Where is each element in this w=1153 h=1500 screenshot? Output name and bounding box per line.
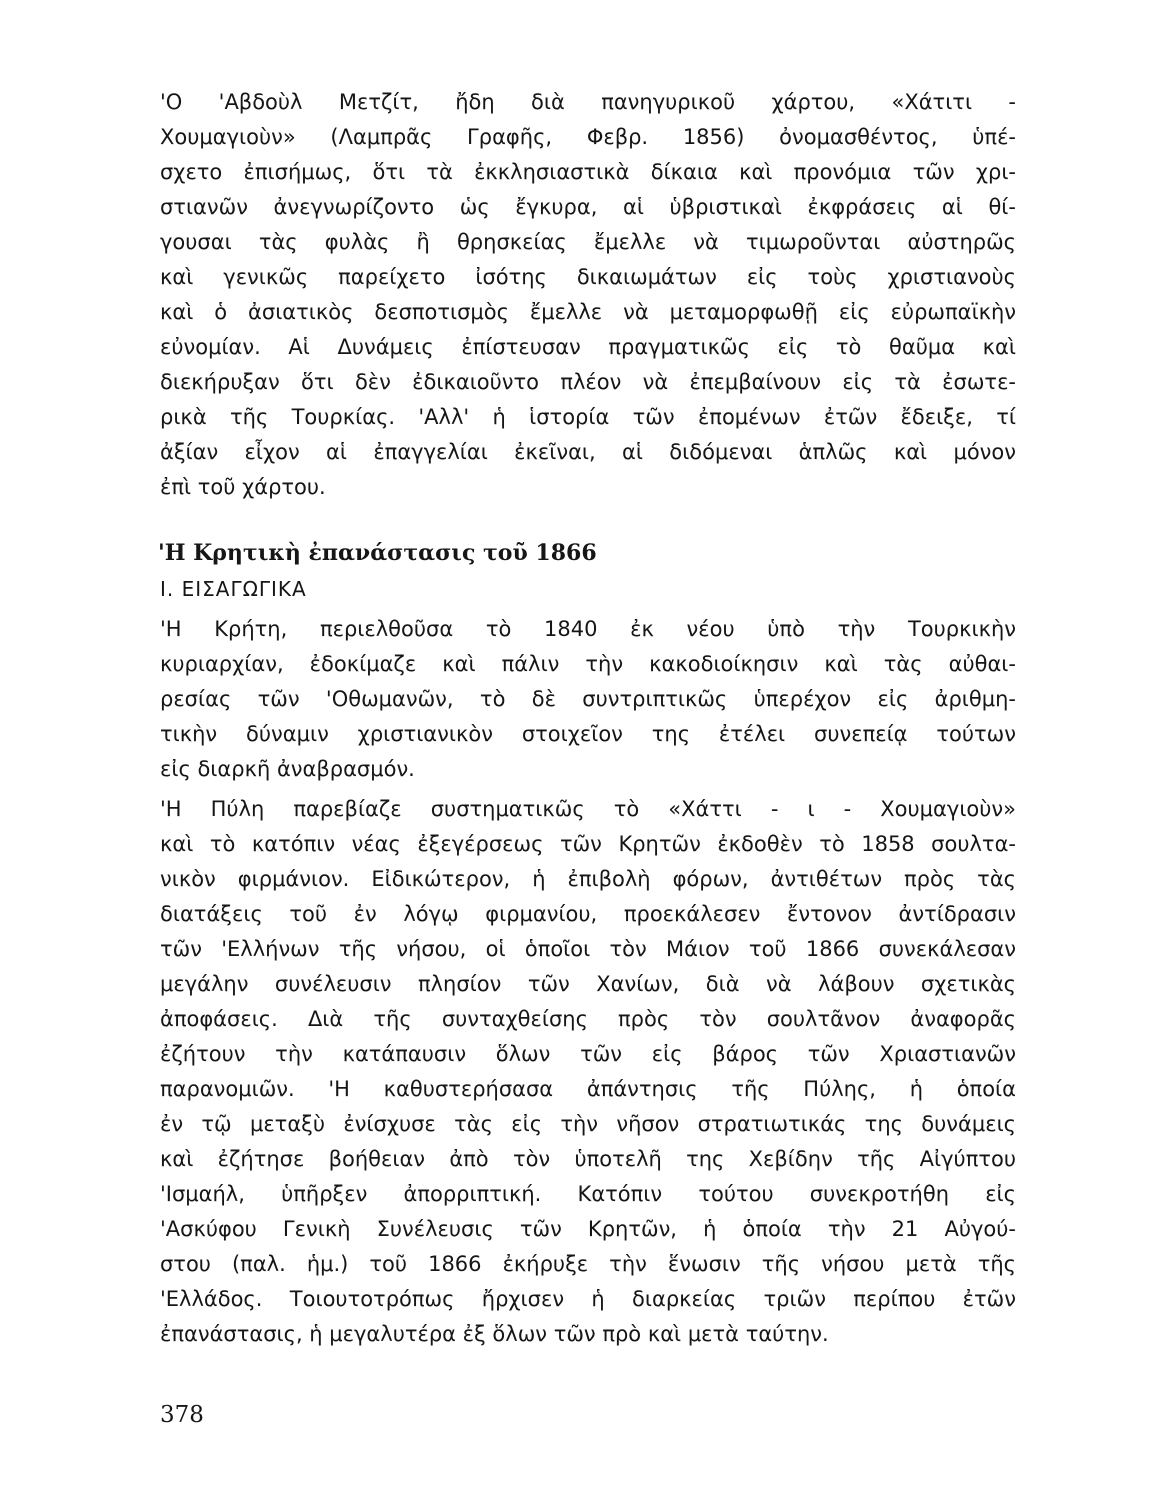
text-line: κυριαρχίαν, ἐδοκίμαζε καὶ πάλιν τὴν κακοδιοίκησιν καὶ τὰς αὐθαι- — [160, 652, 1016, 676]
text-line: καὶ ὁ ἀσιατικὸς δεσποτισμὸς ἔμελλε νὰ μεταμορφωθῇ εἰς εὐρωπαϊκὴν — [160, 300, 1016, 324]
paragraph-abdul-mecit — [160, 85, 1016, 505]
text-line: καὶ τὸ κατόπιν νέας ἐξεγέρσεως τῶν Κρητῶν ἐκδοθὲν τὸ 1858 σουλτα- — [160, 832, 1016, 856]
text-line: τῶν 'Ελλήνων τῆς νήσου, οἱ ὁποῖοι τὸν Μάιον τοῦ 1866 συνεκάλεσαν — [160, 937, 1016, 961]
text-line: ἐπὶ τοῦ χάρτου. — [160, 475, 326, 499]
text-line: ἐν τῷ μεταξὺ ἐνίσχυσε τὰς εἰς τὴν νῆσον στρατιωτικάς της δυνάμεις — [160, 1112, 1016, 1136]
text-line: Χουμαγιοὺν» (Λαμπρᾶς Γραφῆς, Φεβρ. 1856) ὀνομασθέντος, ὑπέ- — [160, 125, 1016, 149]
text-line: διατάξεις τοῦ ἐν λόγῳ φιρμανίου, προεκάλεσεν ἔντονον ἀντίδρασιν — [160, 902, 1016, 926]
text-line: παρανομιῶν. 'Η καθυστερήσασα ἀπάντησις τῆς Πύλης, ἡ ὁποία — [160, 1077, 1016, 1101]
text-line: σχετο ἐπισήμως, ὅτι τὰ ἐκκλησιαστικὰ δίκαια καὶ προνόμια τῶν χρι- — [160, 160, 1016, 184]
text-line: 'Ισμαήλ, ὑπῆρξεν ἀπορριπτική. Κατόπιν τούτου συνεκροτήθη εἰς — [160, 1182, 1016, 1206]
page-number: 378 — [160, 1402, 204, 1428]
text-line: ρικὰ τῆς Τουρκίας. 'Αλλ' ἡ ἱστορία τῶν ἐπομένων ἐτῶν ἔδειξε, τί — [160, 405, 1016, 429]
text-line: 'Η Κρήτη, περιελθοῦσα τὸ 1840 ἐκ νέου ὑπὸ τὴν Τουρκικὴν — [160, 617, 1016, 641]
text-line: καὶ ἐζήτησε βοήθειαν ἀπὸ τὸν ὑποτελῆ της Χεβίδην τῆς Αἰγύπτου — [160, 1147, 1016, 1171]
text-line: γουσαι τὰς φυλὰς ἢ θρησκείας ἔμελλε νὰ τιμωροῦνται αὐστηρῶς — [160, 230, 1016, 254]
text-line: καὶ γενικῶς παρείχετο ἰσότης δικαιωμάτων εἰς τοὺς χριστιανοὺς — [160, 265, 1016, 289]
paragraph-crete-1840 — [160, 612, 1016, 787]
text-line: ἀποφάσεις. Διὰ τῆς συνταχθείσης πρὸς τὸν σουλτᾶνον ἀναφορᾶς — [160, 1007, 1016, 1031]
text-line: ρεσίας τῶν 'Οθωμανῶν, τὸ δὲ συντριπτικῶς ὑπερέχον εἰς ἀριθμη- — [160, 687, 1016, 711]
subsection-heading: Ι. ΕΙΣΑΓΩΓΙΚΑ — [160, 577, 307, 601]
text-line: 'Ελλάδος. Τοιουτοτρόπως ἤρχισεν ἡ διαρκείας τριῶν περίπου ἐτῶν — [160, 1287, 1016, 1311]
text-line: διεκήρυξαν ὅτι δὲν ἐδικαιοῦντο πλέον νὰ ἐπεμβαίνουν εἰς τὰ ἐσωτε- — [160, 370, 1016, 394]
text-line: ἐπανάστασις, ἡ μεγαλυτέρα ἐξ ὅλων τῶν πρὸ καὶ μετὰ ταύτην. — [160, 1322, 829, 1346]
text-line: νικὸν φιρμάνιον. Εἰδικώτερον, ἡ ἐπιβολὴ φόρων, ἀντιθέτων πρὸς τὰς — [160, 867, 1016, 891]
text-line: ἐζήτουν τὴν κατάπαυσιν ὅλων τῶν εἰς βάρος τῶν Χριαστιανῶν — [160, 1042, 1016, 1066]
text-line: 'Ασκύφου Γενικὴ Συνέλευσις τῶν Κρητῶν, ἡ ὁποία τὴν 21 Αὐγού- — [160, 1217, 1016, 1241]
text-line: εὐνομίαν. Αἱ Δυνάμεις ἐπίστευσαν πραγματικῶς εἰς τὸ θαῦμα καὶ — [160, 335, 1016, 359]
text-line: ἀξίαν εἶχον αἱ ἐπαγγελίαι ἐκεῖναι, αἱ διδόμεναι ἁπλῶς καὶ μόνον — [160, 440, 1016, 464]
text-line: στου (παλ. ἡμ.) τοῦ 1866 ἐκήρυξε τὴν ἕνωσιν τῆς νήσου μετὰ τῆς — [160, 1252, 1016, 1276]
text-line: μεγάλην συνέλευσιν πλησίον τῶν Χανίων, διὰ νὰ λάβουν σχετικὰς — [160, 972, 1016, 996]
section-heading: 'Η Κρητικὴ ἐπανάστασις τοῦ 1866 — [158, 540, 597, 566]
text-line: εἰς διαρκῆ ἀναβρασμόν. — [160, 757, 415, 781]
paragraph-porte — [160, 792, 1016, 1352]
text-line: 'Η Πύλη παρεβίαζε συστηματικῶς τὸ «Χάττι - ι - Χουμαγιοὺν» — [160, 797, 1016, 821]
text-line: στιανῶν ἀνεγνωρίζοντο ὡς ἔγκυρα, αἱ ὑβριστικαὶ ἐκφράσεις αἱ θί- — [160, 195, 1016, 219]
text-line: 'Ο 'Αβδοὺλ Μετζίτ, ἤδη διὰ πανηγυρικοῦ χάρτου, «Χάτιτι - — [160, 90, 1016, 114]
text-line: τικὴν δύναμιν χριστιανικὸν στοιχεῖον της ἐτέλει συνεπείᾳ τούτων — [160, 722, 1016, 746]
